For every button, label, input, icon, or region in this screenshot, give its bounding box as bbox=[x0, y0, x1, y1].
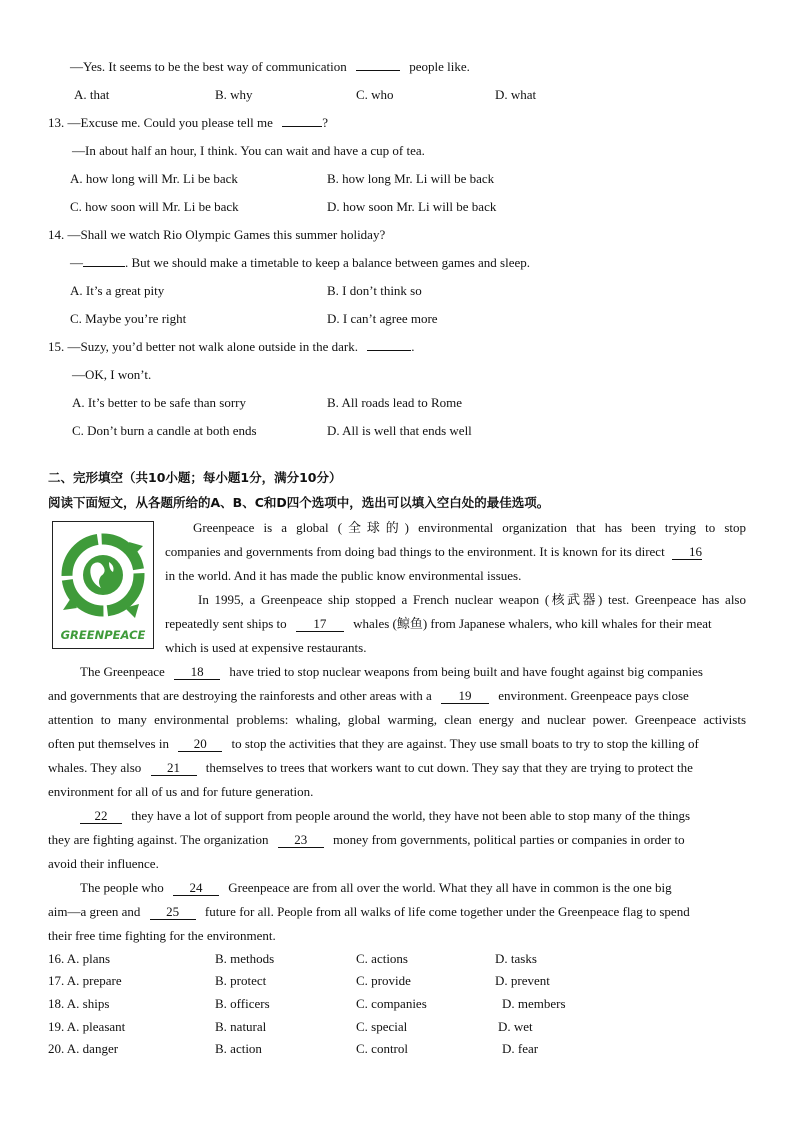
q18-option-c: C. companies bbox=[356, 996, 427, 1011]
blank-17: 17 bbox=[296, 617, 344, 632]
section-heading: 二、完形填空（共10小题；每小题1分，满分10分） bbox=[48, 470, 342, 485]
q13-blank bbox=[282, 126, 322, 127]
blank-22: 22 bbox=[80, 809, 122, 824]
q19-option-b: B. natural bbox=[215, 1019, 267, 1034]
p4-line-1: 22 they have a lot of support from people around the world, they have not been able to stop many of the things bbox=[80, 808, 690, 824]
q12-option-d: D. what bbox=[495, 87, 537, 102]
p3-line-4: often put themselves in 20 to stop the activities that they are against. They use small boats to try to stop the killing of bbox=[48, 736, 699, 751]
p4-line-2: they are fighting against. The organization 23 money from governments, political parties or companies in order to bbox=[48, 832, 685, 847]
p5-line-1: The people who 24 Greenpeace are from all over the world. What they all have in common is the one big bbox=[80, 880, 672, 895]
blank-21: 21 bbox=[151, 761, 197, 776]
q15-option-d: D. All is well that ends well bbox=[327, 423, 472, 438]
p5-line-2: aim—a green and 25 future for all. People from all walks of life come together under the Greenpeace flag to spend bbox=[48, 904, 690, 919]
q18-option-a: 18. A. ships bbox=[48, 996, 110, 1011]
q14-option-b: B. I don’t think so bbox=[327, 283, 422, 298]
q18-option-d: D. members bbox=[502, 996, 566, 1011]
q14-option-d: D. I can’t agree more bbox=[327, 311, 438, 326]
q19-option-d: D. wet bbox=[498, 1019, 533, 1034]
p4-line-3: avoid their influence. bbox=[48, 856, 159, 871]
p1-line-1: Greenpeace is a global (全球的) environmental organization that has been trying to stop bbox=[193, 520, 746, 535]
q15-reply: —OK, I won’t. bbox=[72, 367, 152, 382]
q17-option-a: 17. A. prepare bbox=[48, 973, 122, 988]
q18-option-b: B. officers bbox=[215, 996, 270, 1011]
p2-line-3: which is used at expensive restaurants. bbox=[165, 640, 367, 655]
q17-option-d: D. prevent bbox=[495, 973, 550, 988]
p3-line-5: whales. They also 21 themselves to trees that workers want to cut down. They say that they are trying to protect the bbox=[48, 760, 693, 775]
q15-option-c: C. Don’t burn a candle at both ends bbox=[72, 423, 257, 438]
q16-option-d: D. tasks bbox=[495, 951, 537, 966]
q13-reply: —In about half an hour, I think. You can wait and have a cup of tea. bbox=[72, 143, 425, 158]
p3-line-3: attention to many environmental problems: whaling, global warming, clean energy and nuclear power. Greenpeace activists bbox=[48, 712, 746, 727]
q13-option-a: A. how long will Mr. Li be back bbox=[70, 171, 238, 186]
q14-reply: — . But we should make a timetable to keep a balance between games and sleep. bbox=[70, 255, 531, 270]
q20-option-d: D. fear bbox=[502, 1041, 539, 1056]
q20-option-a: 20. A. danger bbox=[48, 1041, 119, 1056]
q19-option-c: C. special bbox=[356, 1019, 408, 1034]
q14-option-a: A. It’s a great pity bbox=[70, 283, 165, 298]
q12-stem: —Yes. It seems to be the best way of communication people like. bbox=[70, 59, 470, 74]
blank-18: 18 bbox=[174, 665, 220, 680]
q15-option-b: B. All roads lead to Rome bbox=[327, 395, 463, 410]
q16-option-b: B. methods bbox=[215, 951, 275, 966]
blank-20: 20 bbox=[178, 737, 222, 752]
p1-line-2: companies and governments from doing bad things to the environment. It is known for its direct 16 bbox=[165, 544, 702, 559]
q17-option-c: C. provide bbox=[356, 973, 411, 988]
q12-option-b: B. why bbox=[215, 87, 253, 102]
q12-option-a: A. that bbox=[74, 87, 110, 102]
q19-option-a: 19. A. pleasant bbox=[48, 1019, 126, 1034]
p3-line-2: and governments that are destroying the rainforests and other areas with a 19 environment. Greenpeace pays close bbox=[48, 688, 689, 703]
q16-option-c: C. actions bbox=[356, 951, 408, 966]
blank-19: 19 bbox=[441, 689, 489, 704]
q15-stem: 15. —Suzy, you’d better not walk alone outside in the dark. . bbox=[48, 339, 415, 354]
q15-blank bbox=[367, 350, 411, 351]
blank-23: 23 bbox=[278, 833, 324, 848]
greenpeace-logo bbox=[52, 521, 154, 649]
q12-blank bbox=[356, 70, 400, 71]
blank-24: 24 bbox=[173, 881, 219, 896]
q13-option-b: B. how long Mr. Li will be back bbox=[327, 171, 495, 186]
q20-option-b: B. action bbox=[215, 1041, 262, 1056]
q16-option-a: 16. A. plans bbox=[48, 951, 111, 966]
p3-line-6: environment for all of us and for future generation. bbox=[48, 784, 314, 799]
q17-option-b: B. protect bbox=[215, 973, 267, 988]
q12-option-c: C. who bbox=[356, 87, 394, 102]
p5-line-3: their free time fighting for the environment. bbox=[48, 928, 276, 943]
p2-line-2: repeatedly sent ships to 17 whales (鲸鱼) from Japanese whalers, who kill whales for their meat bbox=[165, 616, 712, 631]
section-instruction: 阅读下面短文，从各题所给的A、B、C和D四个选项中，选出可以填入空白处的最佳选项。 bbox=[48, 495, 550, 510]
q13-option-c: C. how soon will Mr. Li be back bbox=[70, 199, 239, 214]
q14-stem: 14. —Shall we watch Rio Olympic Games this summer holiday? bbox=[48, 227, 386, 242]
blank-16: 16 bbox=[672, 545, 702, 560]
q13-stem: 13. —Excuse me. Could you please tell me ? bbox=[48, 115, 328, 130]
q14-option-c: C. Maybe you’re right bbox=[70, 311, 187, 326]
q14-blank bbox=[83, 266, 125, 267]
p2-line-1: In 1995, a Greenpeace ship stopped a French nuclear weapon (核武器) test. Greenpeace has also bbox=[198, 592, 746, 607]
p3-line-1: The Greenpeace 18 have tried to stop nuclear weapons from being built and have fought against big companies bbox=[80, 664, 703, 679]
logo-text: GREENPEACE bbox=[60, 628, 146, 642]
q15-option-a: A. It’s better to be safe than sorry bbox=[72, 395, 247, 410]
q13-option-d: D. how soon Mr. Li will be back bbox=[327, 199, 497, 214]
q20-option-c: C. control bbox=[356, 1041, 408, 1056]
p1-line-3: in the world. And it has made the public know environmental issues. bbox=[165, 568, 522, 583]
blank-25: 25 bbox=[150, 905, 196, 920]
